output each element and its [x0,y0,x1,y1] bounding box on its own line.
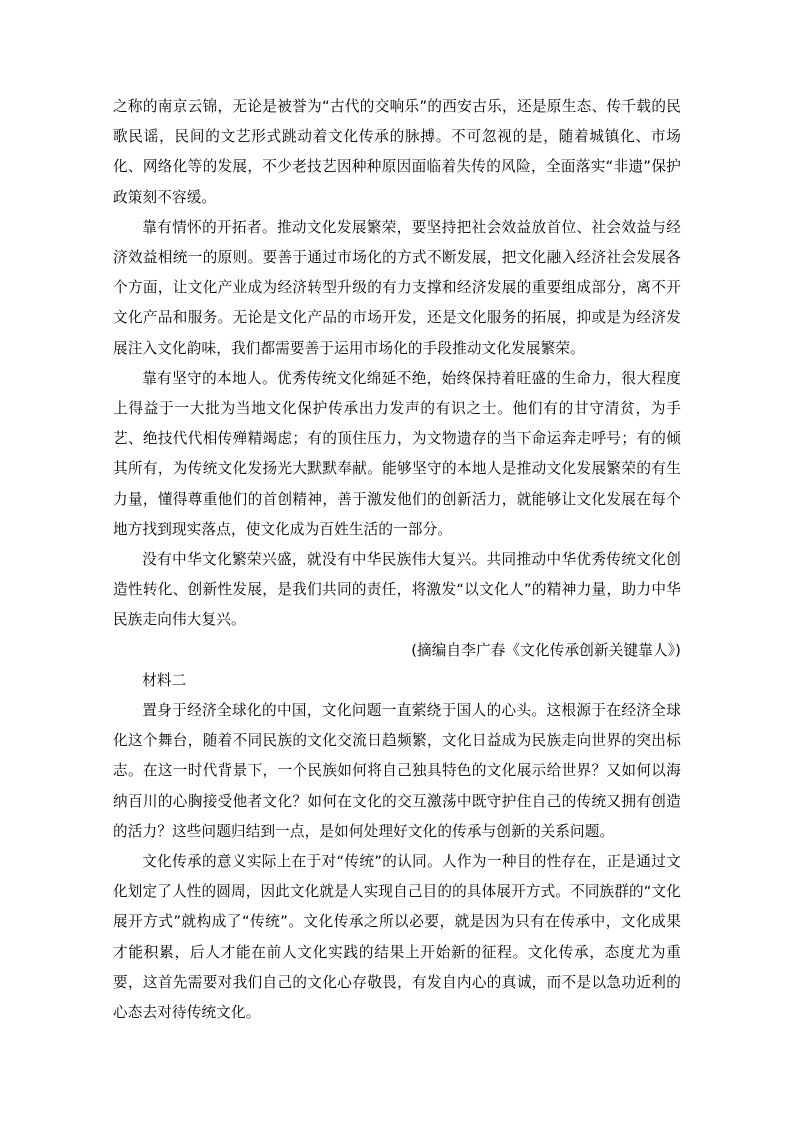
paragraph-conclusion: 没有中华文化繁荣兴盛，就没有中华民族伟大复兴。共同推动中华优秀传统文化创造性转化、创新性发展，是我们共同的责任，将激发“以文化人”的精神力量，助力中华民族走向伟大复兴。 [113,551,681,629]
paragraph-globalization: 置身于经济全球化的中国，文化问题一直萦绕于国人的心头。这根源于在经济全球化这个舞台，随着不同民族的文化交流日趋频繁，文化日益成为民族走向世界的突出标志。在这一时代背景下，一个民族如何将自己独具特色的文化展示给世界？又如何以海纳百川的心胸接受他者文化？如何在文化的交互激荡中既守护住自己的传统又拥有创造的活力？这些问题归结到一点，是如何处理好文化的传承与创新的关系问题。 [113,702,681,840]
paragraph-pioneers: 靠有情怀的开拓者。推动文化发展繁荣，要坚持把社会效益放首位、社会效益与经济效益相统一的原则。要善于通过市场化的方式不断发展，把文化融入经济社会发展各个方面，让文化产业成为经济转型升级的有力支撑和经济发展的重要组成部分，离不开文化产品和服务。无论是文化产品的市场开发，还是文化服务的拓展，抑或是为经济发展注入文化韵味，我们都需要善于运用市场化的手段推动文化发展繁荣。 [113,218,681,357]
section-heading: 材料二 [142,671,187,689]
paragraph-locals: 靠有坚守的本地人。优秀传统文化绵延不绝，始终保持着旺盛的生命力，很大程度上得益于一大批为当地文化保护传承出力发声的有识之士。他们有的甘守清贫，为手艺、绝技代代相传殚精竭虑；有的顶住压力，为文物遗存的当下命运奔走呼号；有的倾其所有，为传统文化发扬光大默默奉献。能够坚守的本地人是推动文化发展繁荣的有生力量，懂得尊重他们的首创精神，善于激发他们的创新活力，就能够让文化发展在每个地方找到现实落点，使文化成为百姓生活的一部分。 [113,369,681,538]
document-page [113,92,681,1028]
paragraph-tradition: 文化传承的意义实际上在于对“传统”的认同。人作为一种目的性存在，正是通过文化划定了人性的圆周，因此文化就是人实现自己目的的具体展开方式。不同族群的“文化展开方式”就构成了“传统”。文化传承之所以必要，就是因为只有在传承中，文化成果才能积累，后人才能在前人文化实践的结果上开始新的征程。文化传承，态度尤为重要，这首先需要对我们自己的文化心存敬畏，有发自内心的真诚，而不是以急功近利的心态去对待传统文化。 [113,853,681,1022]
paragraph-continuation: 之称的南京云锦，无论是被誉为“古代的交响乐”的西安古乐，还是原生态、传千载的民歌民谣，民间的文艺形式跳动着文化传承的脉搏。不可忽视的是，随着城镇化、市场化、网络化等的发展，不少老技艺因种种原因面临着失传的风险，全面落实“非遗”保护政策刻不容缓。 [113,98,681,206]
source-citation: (摘编自李广春《文化传承创新关键靠人》) [411,641,681,659]
